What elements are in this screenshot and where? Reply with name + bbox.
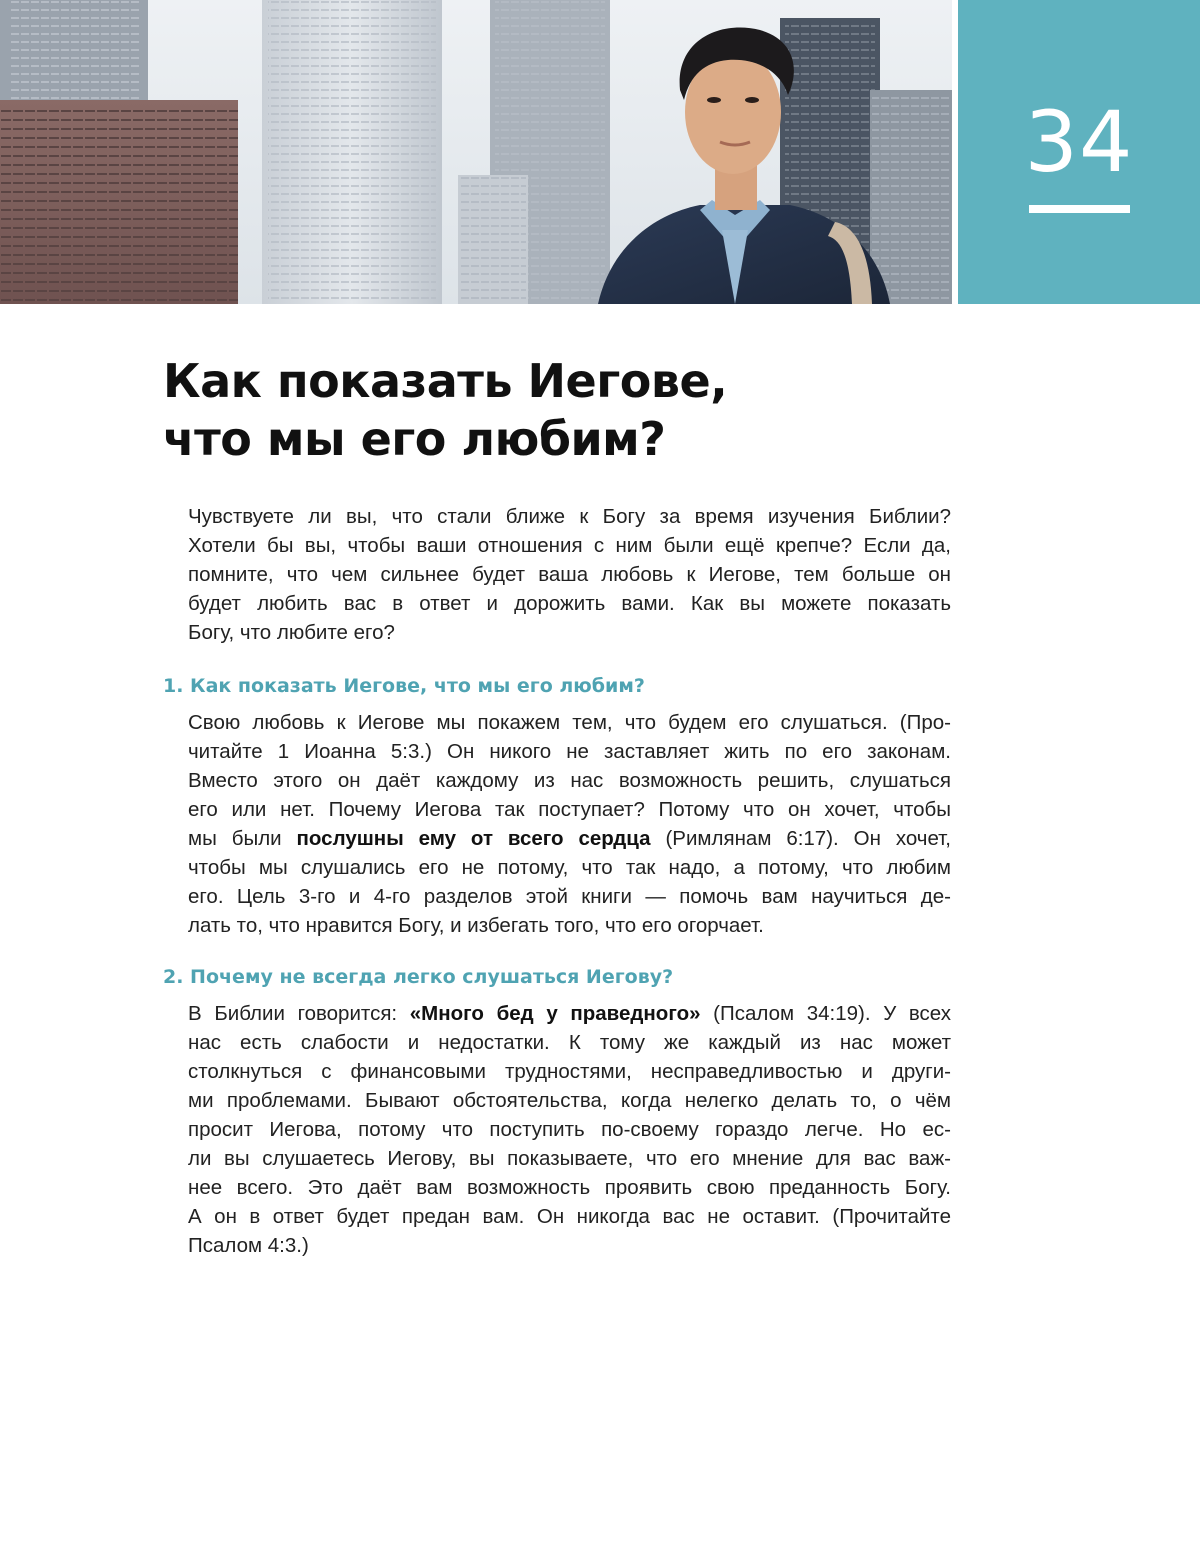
city-man-illustration [0, 0, 952, 304]
paragraph-line: просит Иегова, потому что поступить по-своему гораздо легче. Но ес- [188, 1118, 951, 1141]
chapter-number: 34 [1024, 93, 1134, 191]
paragraph-line: Богу, что любите его? [188, 621, 395, 644]
paragraph-line: Псалом 4:3.) [188, 1234, 309, 1257]
paragraph-line: нас есть слабости и недостатки. К тому же каждый из нас может [188, 1031, 951, 1054]
paragraph-line: А он в ответ будет предан вам. Он никогда вас не оставит. (Прочитайте [188, 1205, 951, 1228]
paragraph-line [188, 999, 951, 1028]
intro-paragraph [188, 502, 951, 647]
paragraph-line: ми проблемами. Бывают обстоятельства, когда нелегко делать то, о чём [188, 1089, 951, 1112]
question-heading-2: 2. Почему не всегда легко слушаться Иегову? [163, 966, 674, 988]
chapter-underline [1029, 205, 1130, 213]
emphasis-text: «Много бед у праведного» [409, 1002, 701, 1025]
paragraph-line: Свою любовь к Иегове мы покажем тем, что будем его слушаться. (Про- [188, 711, 951, 734]
page-title-line: что мы его любим? [163, 412, 666, 466]
paragraph-line: Вместо этого он даёт каждому из нас возможность решить, слушаться [188, 769, 951, 792]
answer-paragraph-1 [188, 708, 951, 940]
paragraph-line: его. Цель 3-го и 4-го разделов этой книги — помочь вам научиться де- [188, 885, 951, 908]
text-run: (Псалом 34:19). У всех [700, 1002, 951, 1025]
paragraph-line: будет любить вас в ответ и дорожить вами. Как вы можете показать [188, 592, 951, 615]
paragraph-line: Чувствуете ли вы, что стали ближе к Богу за время изучения Библии? [188, 505, 951, 528]
paragraph-line: столкнуться с финансовыми трудностями, несправедливостью и други- [188, 1060, 951, 1083]
paragraph-line: чтобы мы слушались его не потому, что так надо, а потому, что любим [188, 856, 951, 879]
paragraph-line: Хотели бы вы, чтобы ваши отношения с ним были ещё крепче? Если да, [188, 534, 951, 557]
paragraph-line: лать то, что нравится Богу, и избегать того, что его огорчает. [188, 914, 764, 937]
paragraph-line [188, 824, 951, 853]
text-run: (Римлянам 6:17). Он хочет, [650, 827, 951, 850]
paragraph-line: ли вы слушаетесь Иегову, вы показываете, что его мнение для вас важ- [188, 1147, 951, 1170]
header-photo [0, 0, 952, 304]
chapter-block [958, 0, 1200, 304]
text-run: мы были [188, 827, 297, 850]
page-title [163, 352, 727, 468]
text-run: В Библии говорится: [188, 1002, 410, 1025]
paragraph-line: помните, что чем сильнее будет ваша любовь к Иегове, тем больше он [188, 563, 951, 586]
emphasis-text: послушны ему от всего сердца [296, 827, 651, 850]
answer-paragraph-2 [188, 999, 951, 1260]
question-heading-1: 1. Как показать Иегове, что мы его любим? [163, 675, 645, 697]
paragraph-line: читайте 1 Иоанна 5:3.) Он никого не заставляет жить по его законам. [188, 740, 951, 763]
paragraph-line: его или нет. Почему Иегова так поступает? Потому что он хочет, чтобы [188, 798, 951, 821]
paragraph-line: нее всего. Это даёт вам возможность проявить свою преданность Богу. [188, 1176, 951, 1199]
page-title-line: Как показать Иегове, [163, 354, 728, 408]
